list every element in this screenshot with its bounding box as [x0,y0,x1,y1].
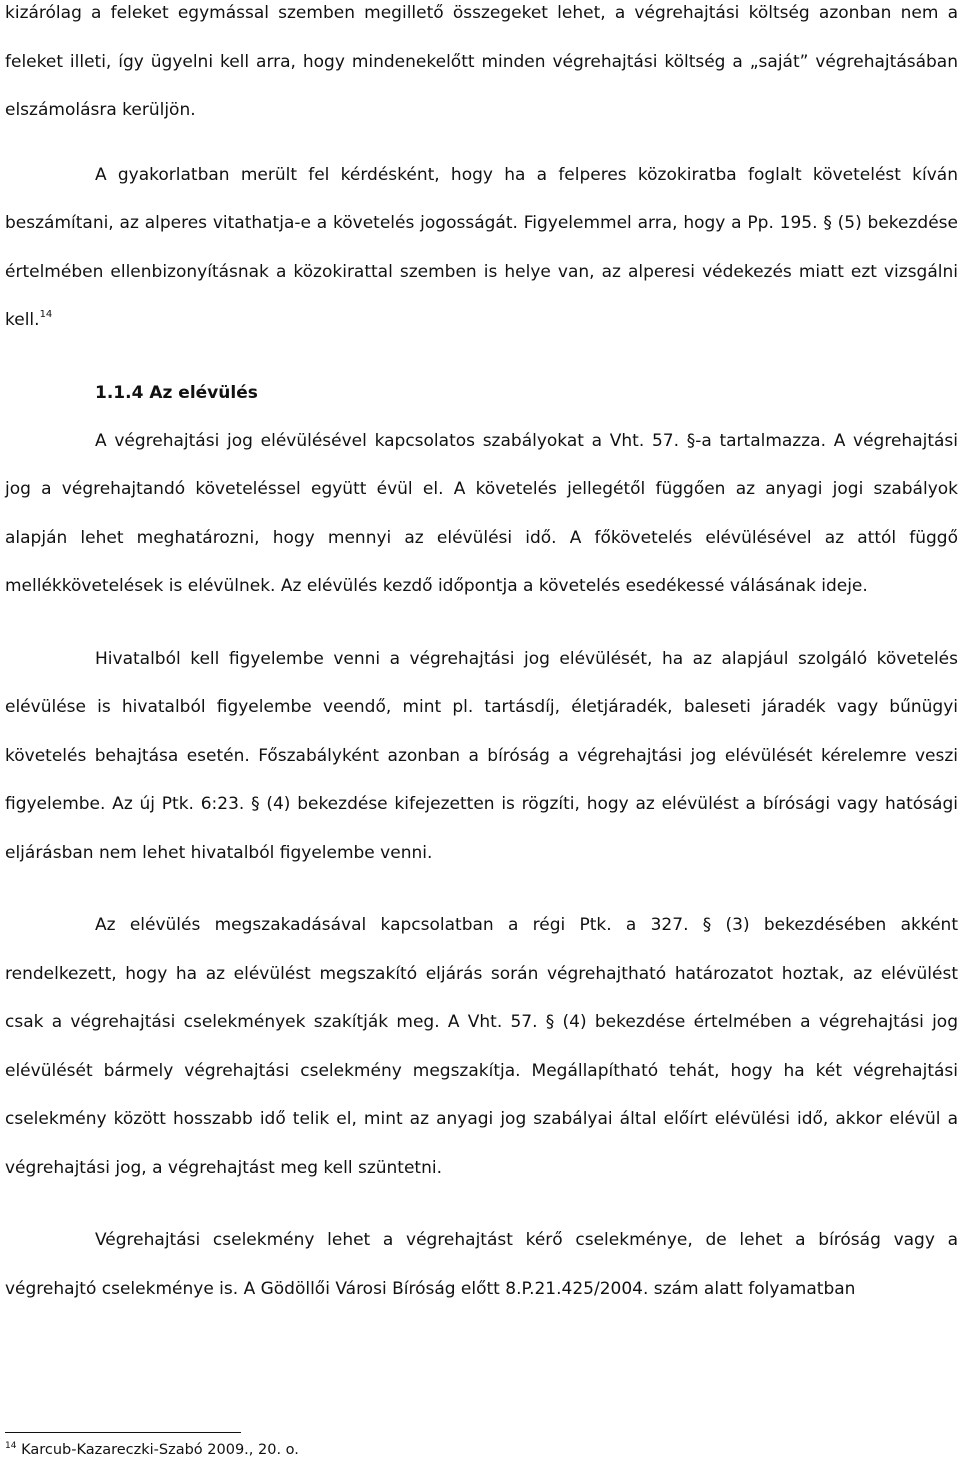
paragraph-ex-officio: Hivatalból kell figyelembe venni a végrehajtási jog elévülését, ha az alapjául szolgáló követelés elévülése is hivatalból figyelembe veendő, mint pl. tartásdíj, életjáradék, baleseti járadék vagy bűnügyi követelés behajtása esetén. Főszabályként azonban a bíróság a végrehajtási jog elévülését kérelemre veszi figyelembe. Az új Ptk. 6:23. § (4) bekezdése kifejezetten is rögzíti, hogy az elévülést a bírósági vagy hatósági eljárásban nem lehet hivatalból figyelembe venni. [5,648,958,863]
paragraph-public-document [5,151,958,345]
paragraph-enforcement-acts: Végrehajtási cselekmény lehet a végrehajtást kérő cselekménye, de lehet a bíróság vagy a végrehajtó cselekménye is. A Gödöllői Városi Bíróság előtt 8.P.21.425/2004. szám alatt folyamatban [5,1230,958,1299]
footnote-ref[interactable]: 14 [39,309,53,320]
footnote-divider [5,1432,241,1433]
footnote-text: Karcub-Kazareczki-Szabó 2009., 20. o. [21,1442,299,1458]
paragraph-limitation-rules: A végrehajtási jog elévülésével kapcsolatos szabályokat a Vht. 57. §-a tartalmazza. A végrehajtási jog a végrehajtandó követeléssel együtt évül el. A követelés jellegétől függően az anyagi jogi szabályok alapján lehet meghatározni, hogy mennyi az elévülési idő. A főkövetelés elévülésével az attól függő mellékkövetelések is elévülnek. Az elévülés kezdő időpontja a követelés esedékessé válásának ideje. [5,430,958,596]
footnote-number: 14 [5,1441,17,1451]
paragraph-interruption: Az elévülés megszakadásával kapcsolatban a régi Ptk. a 327. § (3) bekezdésében akként rendelkezett, hogy ha az elévülést megszakító eljárás során végrehajtható határozatot hoztak, az elévülést csak a végrehajtási cselekmények szakítják meg. A Vht. 57. § (4) bekezdése értelmében a végrehajtási jog elévülését bármely végrehajtási cselekmény megszakítja. Megállapítható tehát, hogy ha két végrehajtási cselekmény között hosszabb idő telik el, mint az anyagi jog szabályai által előírt elévülési idő, akkor elévül a végrehajtási jog, a végrehajtást meg kell szüntetni. [5,915,958,1178]
paragraph-text: A gyakorlatban merült fel kérdésként, hogy ha a felperes közokiratba foglalt követelést kíván beszámítani, az alperes vitathatja-e a követelés jogosságát. Figyelemmel arra, hogy a Pp. 195. § (5) bekezdése értelmében ellenbizonyításnak a közokirattal szemben is helye van, az alperesi védekezés miatt ezt vizsgálni kell. [5,164,958,330]
paragraph-continued: kizárólag a feleket egymással szemben megillető összegeket lehet, a végrehajtási költség azonban nem a feleket illeti, így ügyelni kell arra, hogy mindenekelőtt minden végrehajtási költség a „saját” végrehajtásában elszámolásra kerüljön. [5,3,958,120]
footnote [5,1440,299,1460]
document-page [5,0,958,1313]
section-heading: 1.1.4 Az elévülés [95,382,258,403]
